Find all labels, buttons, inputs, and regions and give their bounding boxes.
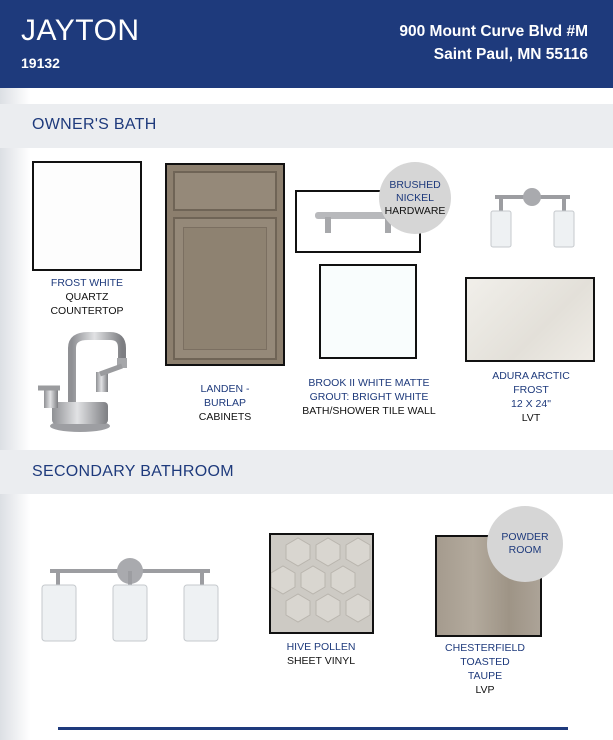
lvt-type: LVT xyxy=(521,412,541,424)
cabinet-type: CABINETS xyxy=(198,411,252,423)
countertop-type-line2: COUNTERTOP xyxy=(50,305,124,317)
countertop-type-line1: QUARTZ xyxy=(65,291,109,303)
cabinet-door-panel xyxy=(173,217,277,360)
plan-number: 19132 xyxy=(21,55,60,71)
lvt-size: 12 X 24" xyxy=(511,398,551,410)
tile-type: BATH/SHOWER TILE WALL xyxy=(302,405,436,417)
powder-room-badge xyxy=(487,506,563,582)
cabinet-drawer-front xyxy=(173,171,277,211)
hexagon-pattern xyxy=(271,535,372,632)
lvp-caption xyxy=(420,641,550,697)
two-light-vanity-fixture-image xyxy=(485,183,580,253)
three-light-vanity-fixture-image xyxy=(30,555,225,645)
left-page-shading xyxy=(0,88,30,740)
frost-white-countertop-swatch xyxy=(32,161,142,271)
secondary-bath-section-header xyxy=(0,450,613,494)
landen-burlap-cabinet-door xyxy=(165,163,285,366)
adura-arctic-frost-lvt-swatch xyxy=(465,277,595,362)
address-line-2: Saint Paul, MN 55116 xyxy=(433,46,588,63)
footer-divider xyxy=(58,727,568,730)
cabinet-name-line2: BURLAP xyxy=(203,397,246,409)
address xyxy=(399,20,588,66)
plan-name: JAYTON xyxy=(21,14,140,47)
lvt-name-line1: ADURA ARCTIC xyxy=(492,370,570,382)
vinyl-caption xyxy=(256,640,386,668)
hardware-finish-line2: NICKEL xyxy=(396,191,434,204)
cabinet-caption xyxy=(160,382,290,424)
countertop-caption xyxy=(22,276,152,318)
brook-ii-white-matte-tile-swatch xyxy=(319,264,417,359)
secondary-bath-title: SECONDARY BATHROOM xyxy=(32,463,234,480)
lvt-name-line2: FROST xyxy=(513,384,549,396)
vinyl-type: SHEET VINYL xyxy=(286,655,356,667)
owners-bath-section-header xyxy=(0,104,613,148)
tile-name-line1: BROOK II WHITE MATTE xyxy=(308,377,430,389)
lvp-name-line2: TOASTED xyxy=(460,656,510,668)
tile-name-line2: GROUT: BRIGHT WHITE xyxy=(309,391,429,403)
hardware-type: HARDWARE xyxy=(384,204,446,217)
lvp-type: LVP xyxy=(475,684,495,696)
owners-bath-title: OWNER'S BATH xyxy=(32,116,157,133)
countertop-name: FROST WHITE xyxy=(50,277,124,289)
hardware-finish-line1: BRUSHED xyxy=(389,178,441,191)
vinyl-name: HIVE POLLEN xyxy=(286,641,356,653)
page-header xyxy=(0,0,613,88)
powder-badge-line2: ROOM xyxy=(508,544,542,556)
cabinet-name-line1: LANDEN - xyxy=(200,383,250,395)
bath-faucet-image xyxy=(30,330,130,435)
powder-badge-line1: POWDER xyxy=(501,531,549,543)
address-line-1: 900 Mount Curve Blvd #M xyxy=(399,23,588,40)
brushed-nickel-hardware-badge xyxy=(379,162,451,234)
lvt-caption xyxy=(466,369,596,425)
lvp-name-line1: CHESTERFIELD xyxy=(445,642,525,654)
tile-caption xyxy=(279,376,459,418)
lvp-name-line3: TAUPE xyxy=(467,670,503,682)
hive-pollen-sheet-vinyl-swatch xyxy=(269,533,374,634)
